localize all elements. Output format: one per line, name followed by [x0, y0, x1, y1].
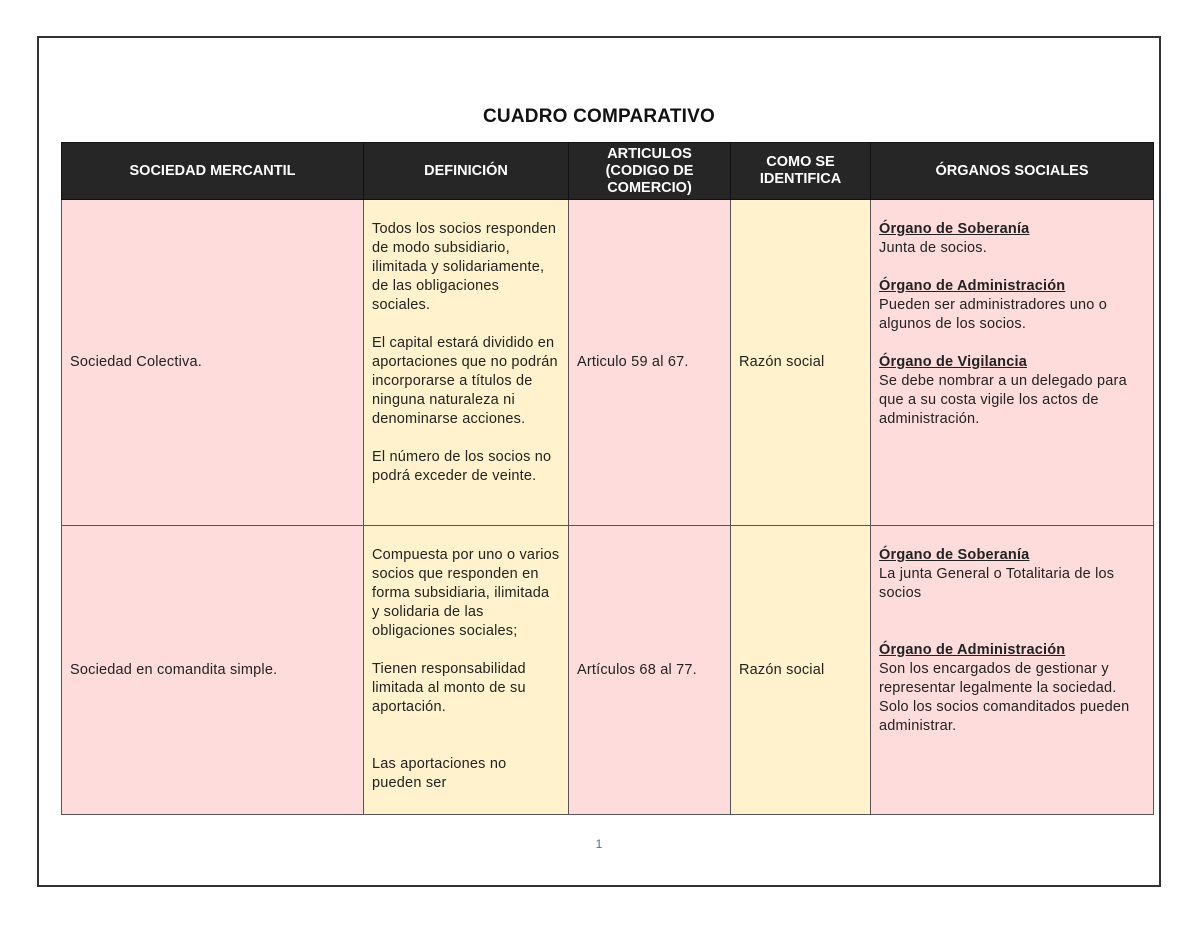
header-identifica: COMO SE IDENTIFICA: [731, 143, 871, 200]
table-row: [62, 526, 1154, 815]
cell-articulos: Artículos 68 al 77.: [569, 526, 731, 815]
cell-organos: [871, 526, 1154, 815]
cell-definicion: [364, 526, 569, 815]
document-page: [37, 36, 1161, 887]
cell-articulos: Articulo 59 al 67.: [569, 200, 731, 526]
organ-title: Órgano de Soberanía: [879, 547, 1030, 563]
organ-title: Órgano de Administración: [879, 642, 1066, 658]
definition-paragraph: Las aportaciones no pueden ser: [372, 756, 507, 791]
cell-identifica: Razón social: [731, 200, 871, 526]
definition-paragraph: El número de los socios no podrá exceder de veinte.: [372, 449, 552, 484]
organ-text: Son los encargados de gestionar y representar legalmente la sociedad. Solo los socios comanditados pueden administrar.: [879, 661, 1130, 734]
cell-identifica: Razón social: [731, 526, 871, 815]
cell-organos: [871, 200, 1154, 526]
cell-definicion: [364, 200, 569, 526]
organ-text: Pueden ser administradores uno o algunos de los socios.: [879, 297, 1108, 332]
organ-text: Junta de socios.: [879, 240, 987, 256]
header-definicion: DEFINICIÓN: [364, 143, 569, 200]
organ-title: Órgano de Soberanía: [879, 221, 1030, 237]
definition-paragraph: Tienen responsabilidad limitada al monto de su aportación.: [372, 661, 526, 715]
table-header-row: [62, 143, 1154, 200]
header-organos: ÓRGANOS SOCIALES: [871, 143, 1154, 200]
organ-title: Órgano de Administración: [879, 278, 1066, 294]
header-sociedad: SOCIEDAD MERCANTIL: [62, 143, 364, 200]
page-number: 1: [595, 837, 603, 851]
definition-paragraph: Compuesta por uno o varios socios que responden en forma subsidiaria, ilimitada y solidaria de las obligaciones sociales;: [372, 547, 560, 639]
cell-sociedad: Sociedad Colectiva.: [62, 200, 364, 526]
organ-text: Se debe nombrar a un delegado para que a su costa vigile los actos de administración.: [879, 373, 1127, 427]
header-articulos: ARTICULOS (CODIGO DE COMERCIO): [569, 143, 731, 200]
table-row: [62, 200, 1154, 526]
cell-sociedad: Sociedad en comandita simple.: [62, 526, 364, 815]
comparison-table: [61, 142, 1154, 815]
page-title: CUADRO COMPARATIVO: [483, 106, 715, 127]
organ-text: La junta General o Totalitaria de los socios: [879, 566, 1115, 601]
definition-paragraph: El capital estará dividido en aportaciones que no podrán incorporarse a títulos de ninguna naturaleza ni denominarse acciones.: [372, 335, 558, 427]
definition-paragraph: Todos los socios responden de modo subsidiario, ilimitada y solidariamente, de las obligaciones sociales.: [372, 221, 557, 313]
organ-title: Órgano de Vigilancia: [879, 354, 1027, 370]
